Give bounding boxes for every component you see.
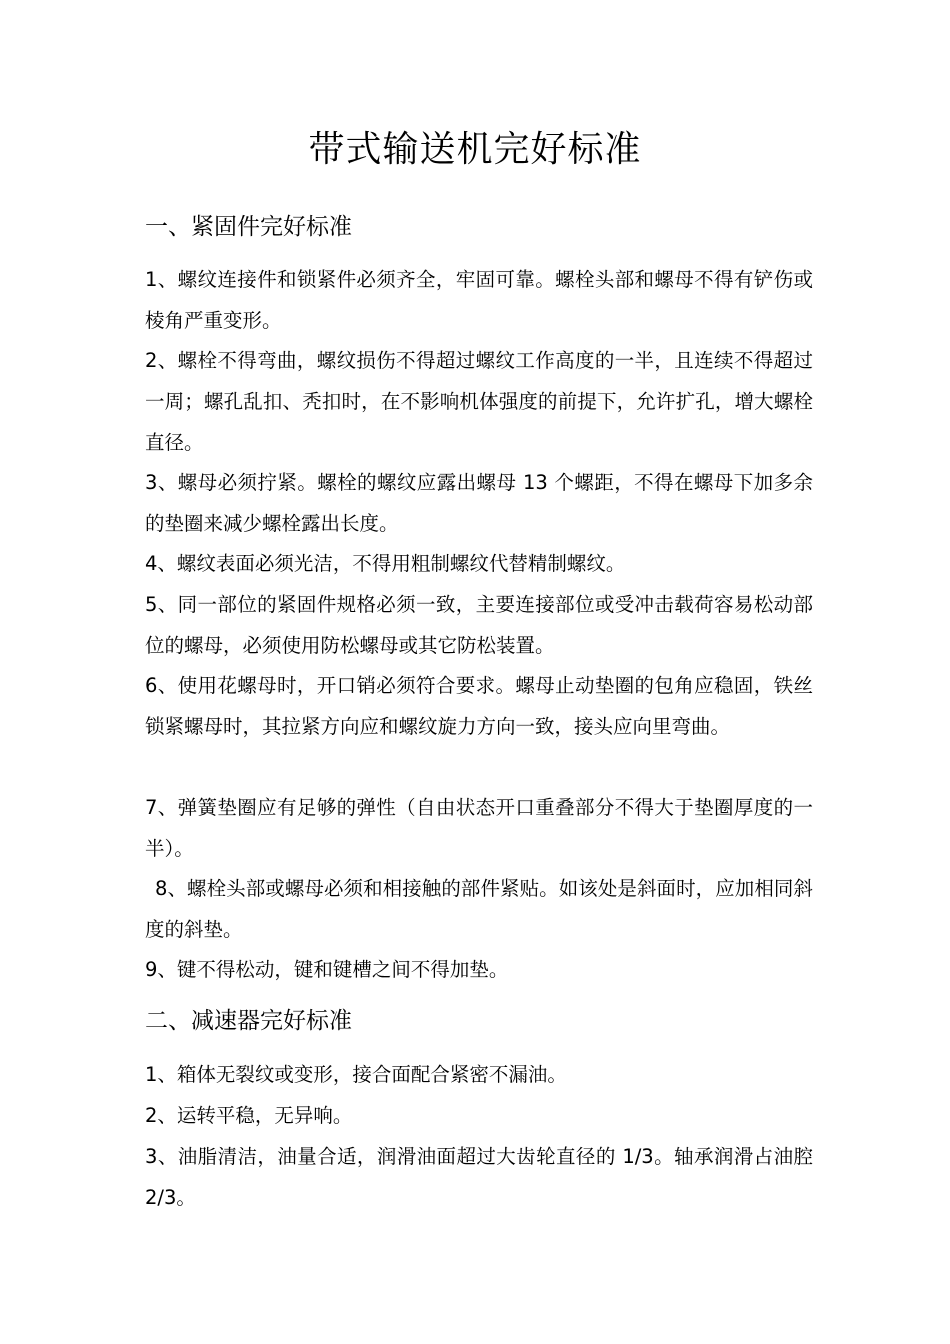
fastener-item-3: 3、螺母必须拧紧。螺栓的螺纹应露出螺母 13 个螺距，不得在螺母下加多余的垫圈来减少螺栓露出长度。: [145, 471, 813, 535]
section-heading-fasteners: 一、紧固件完好标准: [145, 214, 352, 240]
fastener-item-2: 2、螺栓不得弯曲，螺纹损伤不得超过螺纹工作高度的一半，且连续不得超过一周；螺孔乱扣、秃扣时，在不影响机体强度的前提下，允许扩孔，增大螺栓直径。: [145, 349, 813, 454]
fastener-item-1: 1、螺纹连接件和锁紧件必须齐全，牢固可靠。螺栓头部和螺母不得有铲伤或棱角严重变形。: [145, 268, 813, 332]
fastener-item-9: 9、键不得松动，键和键槽之间不得加垫。: [145, 958, 509, 981]
reducer-item-2: 2、运转平稳，无异响。: [145, 1104, 353, 1127]
fastener-item-7: 7、弹簧垫圈应有足够的弹性（自由状态开口重叠部分不得大于垫圈厚度的一半）。: [145, 796, 813, 860]
document-title: 带式输送机完好标准: [308, 129, 642, 170]
reducer-item-3: 3、油脂清洁，油量合适，润滑油面超过大齿轮直径的 1/3。轴承润滑占油腔 2/3。: [145, 1145, 813, 1209]
reducer-item-1: 1、箱体无裂纹或变形，接合面配合紧密不漏油。: [145, 1063, 567, 1086]
section-heading-reducer: 二、减速器完好标准: [145, 1008, 352, 1034]
fastener-item-5: 5、同一部位的紧固件规格必须一致，主要连接部位或受冲击载荷容易松动部位的螺母，必须使用防松螺母或其它防松装置。: [145, 593, 813, 657]
fastener-item-8: 8、螺栓头部或螺母必须和相接触的部件紧贴。如该处是斜面时，应加相同斜度的斜垫。: [145, 877, 813, 941]
fastener-item-4: 4、螺纹表面必须光洁，不得用粗制螺纹代替精制螺纹。: [145, 552, 626, 575]
fastener-item-6: 6、使用花螺母时，开口销必须符合要求。螺母止动垫圈的包角应稳固，铁丝锁紧螺母时，其拉紧方向应和螺纹旋力方向一致，接头应向里弯曲。: [145, 674, 813, 738]
